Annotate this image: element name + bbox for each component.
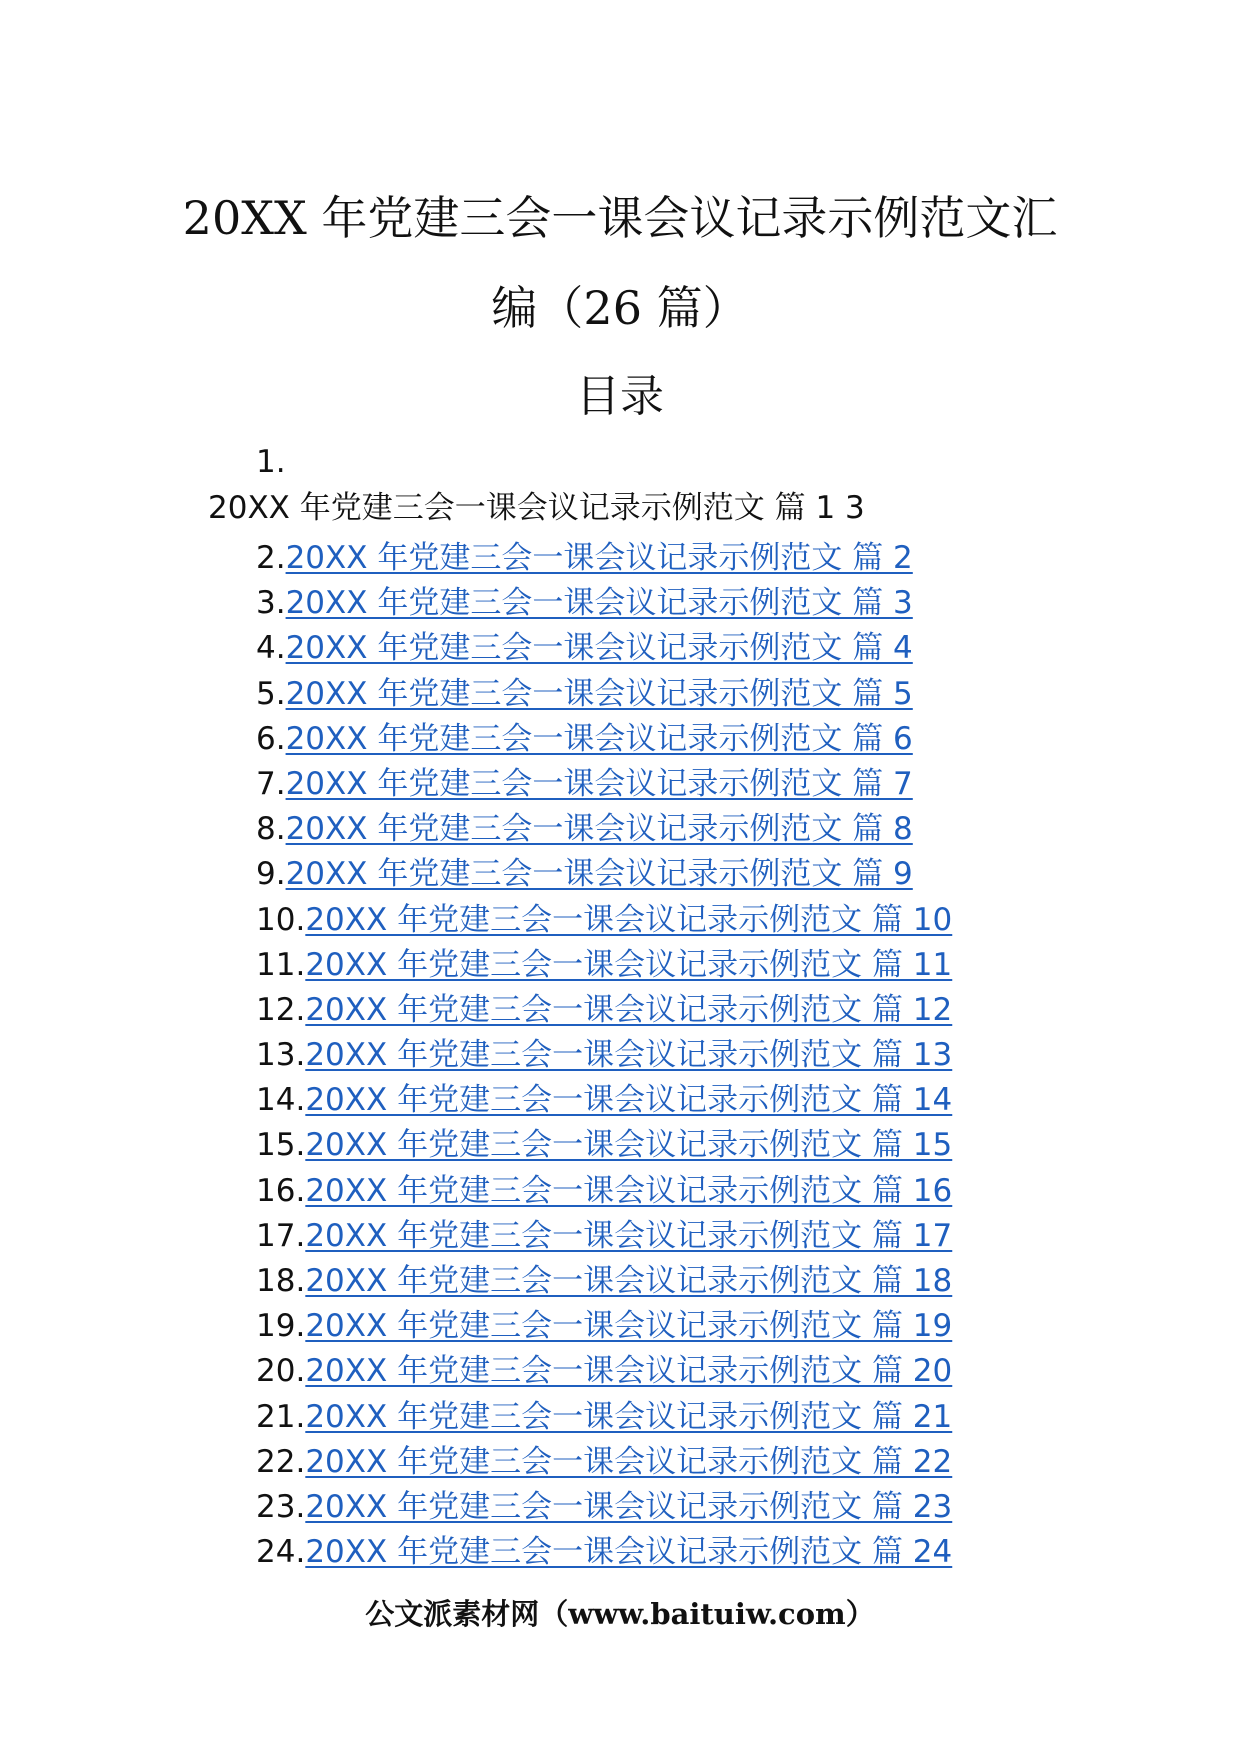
toc-item-link[interactable]: 20XX 年党建三会一课会议记录示例范文 篇 19 <box>305 1308 953 1345</box>
toc-item-link[interactable]: 20XX 年党建三会一课会议记录示例范文 篇 6 <box>285 720 913 757</box>
toc-item <box>256 1349 1156 1394</box>
toc-list <box>256 536 1156 1575</box>
toc-item-link[interactable]: 20XX 年党建三会一课会议记录示例范文 篇 23 <box>305 1488 953 1525</box>
toc-item <box>256 943 1156 988</box>
toc-item-number: 20. <box>256 1353 306 1390</box>
toc-item-1-text: 20XX 年党建三会一课会议记录示例范文 篇 1 3 <box>208 490 865 526</box>
toc-item-number: 19. <box>256 1308 306 1345</box>
toc-item-number: 16. <box>256 1172 306 1209</box>
toc-item-number: 18. <box>256 1263 306 1299</box>
toc-item-number: 2. <box>256 540 286 576</box>
document-title-line-1: 20XX 年党建三会一课会议记录示例范文汇 <box>182 191 1058 245</box>
toc-item <box>256 1214 1156 1259</box>
toc-item <box>256 581 1156 626</box>
toc-item <box>256 536 1156 581</box>
toc-item <box>256 1259 1156 1304</box>
toc-item <box>256 807 1156 852</box>
toc-item-link[interactable]: 20XX 年党建三会一课会议记录示例范文 篇 20 <box>305 1353 953 1390</box>
toc-item <box>256 672 1156 717</box>
toc-item-number: 24. <box>256 1534 306 1571</box>
toc-item <box>256 1033 1156 1078</box>
toc-heading: 目录 <box>576 371 664 422</box>
toc-item-number: 13. <box>256 1037 306 1074</box>
toc-item-number: 7. <box>256 765 286 802</box>
toc-item <box>256 898 1156 943</box>
toc-item <box>256 1440 1156 1485</box>
toc-item-number: 10. <box>256 901 306 938</box>
toc-item <box>256 852 1156 897</box>
toc-item-number: 6. <box>256 720 286 757</box>
toc-item-link[interactable]: 20XX 年党建三会一课会议记录示例范文 篇 13 <box>305 1037 953 1074</box>
toc-item-number: 4. <box>256 630 286 667</box>
toc-item-number: 14. <box>256 1082 306 1119</box>
toc-item-link[interactable]: 20XX 年党建三会一课会议记录示例范文 篇 21 <box>305 1398 953 1435</box>
toc-item-number: 22. <box>256 1443 306 1480</box>
toc-item-link[interactable]: 20XX 年党建三会一课会议记录示例范文 篇 12 <box>305 991 953 1028</box>
toc-item-link[interactable]: 20XX 年党建三会一课会议记录示例范文 篇 2 <box>285 540 913 576</box>
document-title-line-2: 编（26 篇） <box>491 281 749 335</box>
toc-item-number: 8. <box>256 811 286 848</box>
toc-item-link[interactable]: 20XX 年党建三会一课会议记录示例范文 篇 9 <box>285 856 913 893</box>
toc-item-link[interactable]: 20XX 年党建三会一课会议记录示例范文 篇 15 <box>305 1127 953 1164</box>
toc-item-link[interactable]: 20XX 年党建三会一课会议记录示例范文 篇 18 <box>305 1263 953 1299</box>
toc-item <box>256 1304 1156 1349</box>
toc-item <box>256 1078 1156 1123</box>
toc-item-1-number: 1. <box>256 444 286 480</box>
toc-item-link[interactable]: 20XX 年党建三会一课会议记录示例范文 篇 17 <box>305 1217 953 1254</box>
toc-item <box>256 988 1156 1033</box>
footer-source: 公文派素材网（www.baituiw.com） <box>365 1597 875 1631</box>
toc-item-link[interactable]: 20XX 年党建三会一课会议记录示例范文 篇 7 <box>285 765 913 802</box>
toc-item-link[interactable]: 20XX 年党建三会一课会议记录示例范文 篇 24 <box>305 1534 953 1571</box>
toc-item-link[interactable]: 20XX 年党建三会一课会议记录示例范文 篇 16 <box>305 1172 953 1209</box>
toc-item <box>256 1123 1156 1168</box>
toc-item-number: 23. <box>256 1488 306 1525</box>
toc-item-link[interactable]: 20XX 年党建三会一课会议记录示例范文 篇 4 <box>285 630 913 667</box>
toc-item <box>256 1485 1156 1530</box>
toc-item-number: 17. <box>256 1217 306 1254</box>
toc-item-number: 15. <box>256 1127 306 1164</box>
toc-item-number: 12. <box>256 991 306 1028</box>
toc-item-number: 9. <box>256 856 286 893</box>
toc-item-link[interactable]: 20XX 年党建三会一课会议记录示例范文 篇 11 <box>305 946 953 983</box>
toc-item-link[interactable]: 20XX 年党建三会一课会议记录示例范文 篇 8 <box>285 811 913 848</box>
toc-item <box>256 717 1156 762</box>
toc-item-link[interactable]: 20XX 年党建三会一课会议记录示例范文 篇 3 <box>285 585 913 622</box>
toc-item <box>256 762 1156 807</box>
toc-item-link[interactable]: 20XX 年党建三会一课会议记录示例范文 篇 5 <box>285 675 913 712</box>
toc-item-link[interactable]: 20XX 年党建三会一课会议记录示例范文 篇 10 <box>305 901 953 938</box>
toc-item-link[interactable]: 20XX 年党建三会一课会议记录示例范文 篇 14 <box>305 1082 953 1119</box>
toc-item-number: 3. <box>256 585 286 622</box>
toc-item-link[interactable]: 20XX 年党建三会一课会议记录示例范文 篇 22 <box>305 1443 953 1480</box>
toc-item-number: 11. <box>256 946 306 983</box>
toc-item-number: 21. <box>256 1398 306 1435</box>
toc-item <box>256 1530 1156 1575</box>
toc-item <box>256 1395 1156 1440</box>
toc-item-number: 5. <box>256 675 286 712</box>
toc-item <box>256 1169 1156 1214</box>
toc-item <box>256 626 1156 671</box>
